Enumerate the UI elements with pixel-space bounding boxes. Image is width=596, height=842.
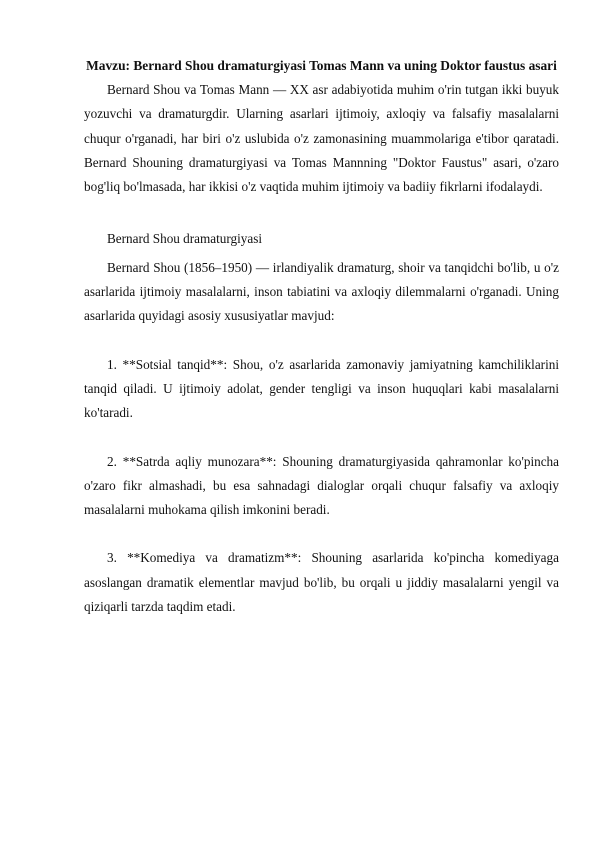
spacer <box>84 522 559 546</box>
document-title: Mavzu: Bernard Shou dramaturgiyasi Tomas Mann va uning Doktor faustus asari <box>86 58 557 73</box>
spacer <box>84 426 559 450</box>
list-item: 3. **Komediya va dramatizm**: Shouning asarlarida ko'pincha komediyaga asoslangan dramatik elementlar mavjud bo'lib, bu orqali u jiddiy masalalarni yengil va qiziqarli tarzda taqdim etadi. <box>84 550 559 615</box>
list-item: 2. **Satrda aqliy munozara**: Shouning dramaturgiyasida qahramonlar ko'pincha o'zaro fikr almashadi, bu esa sahnadagi dialoglar orqali chuqur falsafiy va axloqiy masalalarni muhokama qilish imkonini beradi. <box>84 453 559 518</box>
document-page <box>84 58 559 619</box>
section-heading: Bernard Shou dramaturgiyasi <box>107 231 263 247</box>
list-item: 1. **Sotsial tanqid**: Shou, o'z asarlarida zamonaviy jamiyatning kamchiliklarini tanqid qiladi. U ijtimoiy adolat, gender tengligi va inson huquqlari kabi masalalarni ko'taradi. <box>84 356 559 421</box>
intro-paragraph: Bernard Shou va Tomas Mann — XX asr adabiyotida muhim o'rin tutgan ikki buyuk yozuvchi va dramaturgdir. Ularning asarlari ijtimoiy, axloqiy va falsafiy masalalarni chuqur o'rganadi, har biri o'z uslubida o'z zamonasining muammolariga e'tibor qaratadi. Bernard Shouning dramaturgiyasi va Tomas Mannning "Doktor Faustus" asari, o'zaro bog'liq bo'lmasada, har ikkisi o'z vaqtida muhim ijtimoiy va badiiy fikrlarni ifodalaydi. <box>84 82 559 195</box>
spacer <box>84 329 559 353</box>
spacer <box>84 199 559 227</box>
section-intro-paragraph: Bernard Shou (1856–1950) — irlandiyalik dramaturg, shoir va tanqidchi bo'lib, u o'z asarlarida ijtimoiy masalalarni, inson tabiatini va axloqiy dilemmalarni o'rganadi. Uning asarlarida quyidagi asosiy xususiyatlar mavjud: <box>84 259 559 324</box>
